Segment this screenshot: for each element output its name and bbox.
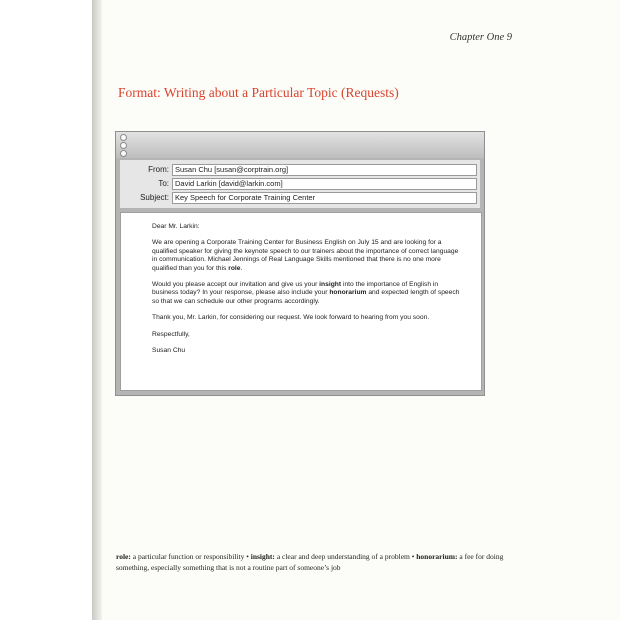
section-title: Format: Writing about a Particular Topic (Requests)	[118, 85, 399, 100]
paragraph-1	[152, 239, 462, 273]
minimize-window-icon[interactable]	[120, 142, 127, 149]
email-window	[115, 131, 485, 396]
signature: Susan Chu	[152, 347, 186, 355]
glossary-def-honorarium: a fee for doing something, especially something that is not a routine part of someone’s job	[116, 552, 504, 572]
vocab-role: role	[228, 264, 241, 272]
zoom-window-icon[interactable]	[120, 150, 127, 157]
letter-text	[152, 223, 462, 363]
from-field[interactable]: Susan Chu [susan@corptrain.org]	[172, 164, 477, 176]
greeting: Dear Mr. Larkin:	[152, 223, 200, 230]
subject-row	[120, 192, 480, 204]
from-label: From:	[148, 165, 169, 174]
glossary-term-role: role:	[116, 552, 131, 561]
glossary-def-insight: a clear and deep understanding of a problem •	[274, 552, 417, 561]
to-row	[120, 178, 480, 190]
subject-field[interactable]: Key Speech for Corporate Training Center	[172, 192, 477, 204]
vocab-honorarium: honorarium	[329, 289, 367, 297]
paragraph-3: Thank you, Mr. Larkin, for considering our request. We look forward to hearing from you soon.	[152, 314, 430, 322]
glossary-footnote	[116, 551, 516, 573]
paragraph-1-end: .	[240, 264, 243, 272]
subject-label: Subject:	[140, 193, 169, 202]
from-row	[120, 164, 480, 176]
email-body[interactable]	[120, 212, 482, 391]
paragraph-2-text-c: and expected length of speech so that we can schedule our other programs accordingly.	[152, 289, 460, 305]
paragraph-2-text-a: Would you please accept our invitation and give us your	[152, 281, 320, 289]
glossary-term-honorarium: honorarium:	[416, 552, 458, 561]
page-gutter-shadow	[92, 0, 102, 620]
email-header	[120, 160, 480, 208]
to-field[interactable]: David Larkin [david@larkin.com]	[172, 178, 477, 190]
to-label: To:	[158, 179, 169, 188]
glossary-def-role: a particular function or responsibility •	[130, 552, 251, 561]
glossary-term-insight: insight:	[250, 552, 275, 561]
paragraph-1-text: We are opening a Corporate Training Center for Business English on July 15 and are looking for a qualified speaker for giving the keynote speech to our trainers about the importance of correct language in communication. Michael Jennings of Real Language Skills mentioned that there is no one more qualified than you for this	[152, 239, 459, 272]
paragraph-2	[152, 281, 462, 306]
closing: Respectfully,	[152, 330, 190, 338]
running-head: Chapter One 9	[449, 32, 512, 43]
paragraph-2-text-b: into the importance of English in business today? In your response, please also include your	[152, 281, 439, 297]
vocab-insight: insight	[319, 281, 342, 289]
close-window-icon[interactable]	[120, 134, 127, 141]
window-titlebar[interactable]	[116, 132, 484, 158]
